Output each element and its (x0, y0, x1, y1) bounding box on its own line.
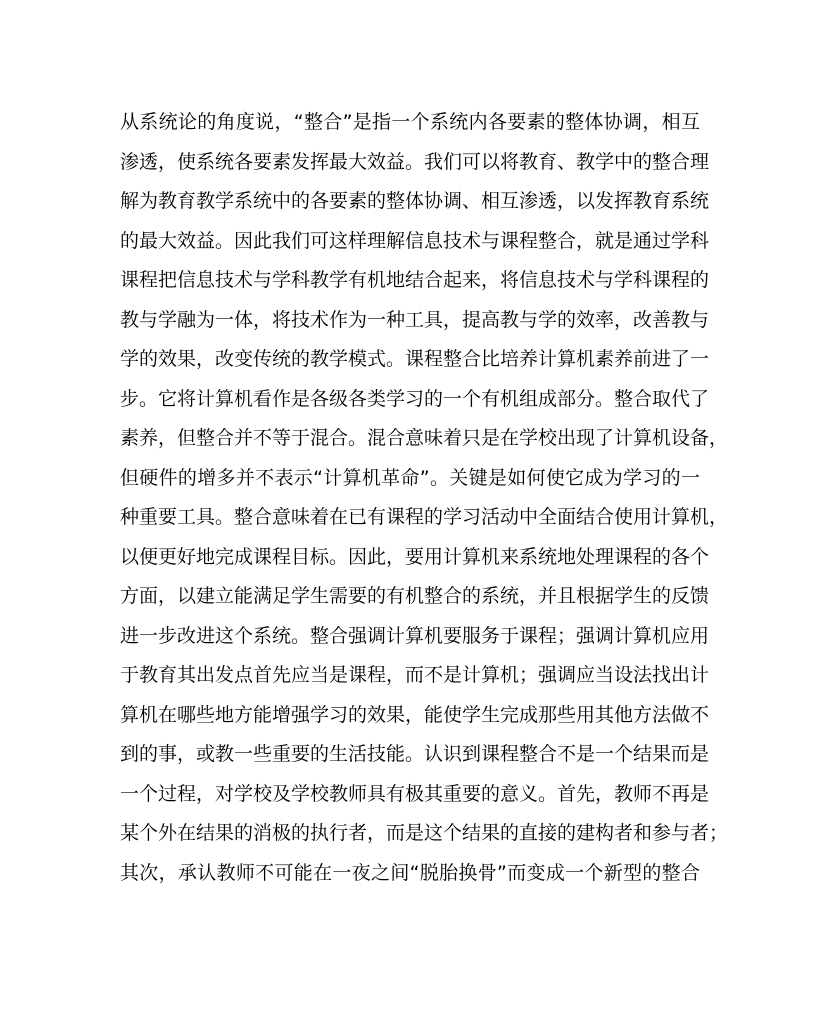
text-line: 种重要工具。整合意味着在已有课程的学习活动中全面结合使用计算机， (120, 506, 729, 528)
text-line: 步。它将计算机看作是各级各类学习的一个有机组成部分。整合取代了 (120, 387, 710, 410)
text-line: 课程把信息技术与学科教学有机地结合起来，将信息技术与学科课程的 (120, 269, 710, 291)
text-line: 素养，但整合并不等于混合。混合意味着只是在学校出现了计算机设备， (120, 427, 729, 449)
text-line: 渗透，使系统各要素发挥最大效益。我们可以将教育、教学中的整合理 (120, 150, 710, 173)
text-line: 某个外在结果的消极的执行者，而是这个结果的直接的建构者和参与者； (120, 822, 729, 844)
text-line: 到的事，或教一些重要的生活技能。认识到课程整合不是一个结果而是 (120, 743, 710, 765)
text-line: 其次，承认教师不可能在一夜之间“脱胎换骨”而变成一个新型的整合 (120, 861, 700, 884)
text-line: 但硬件的增多并不表示“计算机革命”。关键是如何使它成为学习的一 (120, 466, 700, 489)
text-line: 进一步改进这个系统。整合强调计算机要服务于课程；强调计算机应用 (120, 624, 710, 647)
text-line: 以便更好地完成课程目标。因此，要用计算机来系统地处理课程的各个 (120, 545, 710, 568)
text-line: 一个过程，对学校及学校教师具有极其重要的意义。首先，教师不再是 (120, 782, 710, 805)
text-line: 算机在哪些地方能增强学习的效果，能使学生完成那些用其他方法做不 (120, 703, 710, 726)
text-line: 解为教育教学系统中的各要素的整体协调、相互渗透，以发挥教育系统 (120, 190, 710, 212)
body-paragraph (120, 103, 729, 893)
text-line: 从系统论的角度说，“整合”是指一个系统内各要素的整体协调，相互 (120, 111, 700, 133)
text-line: 教与学融为一体，将技术作为一种工具，提高教与学的效率，改善教与 (120, 308, 710, 331)
text-line: 于教育其出发点首先应当是课程，而不是计算机；强调应当设法找出计 (120, 664, 710, 686)
text-line: 学的效果，改变传统的教学模式。课程整合比培养计算机素养前进了一 (120, 348, 710, 370)
text-line: 的最大效益。因此我们可这样理解信息技术与课程整合，就是通过学科 (120, 229, 710, 252)
text-line: 方面，以建立能满足学生需要的有机整合的系统，并且根据学生的反馈 (120, 585, 710, 607)
